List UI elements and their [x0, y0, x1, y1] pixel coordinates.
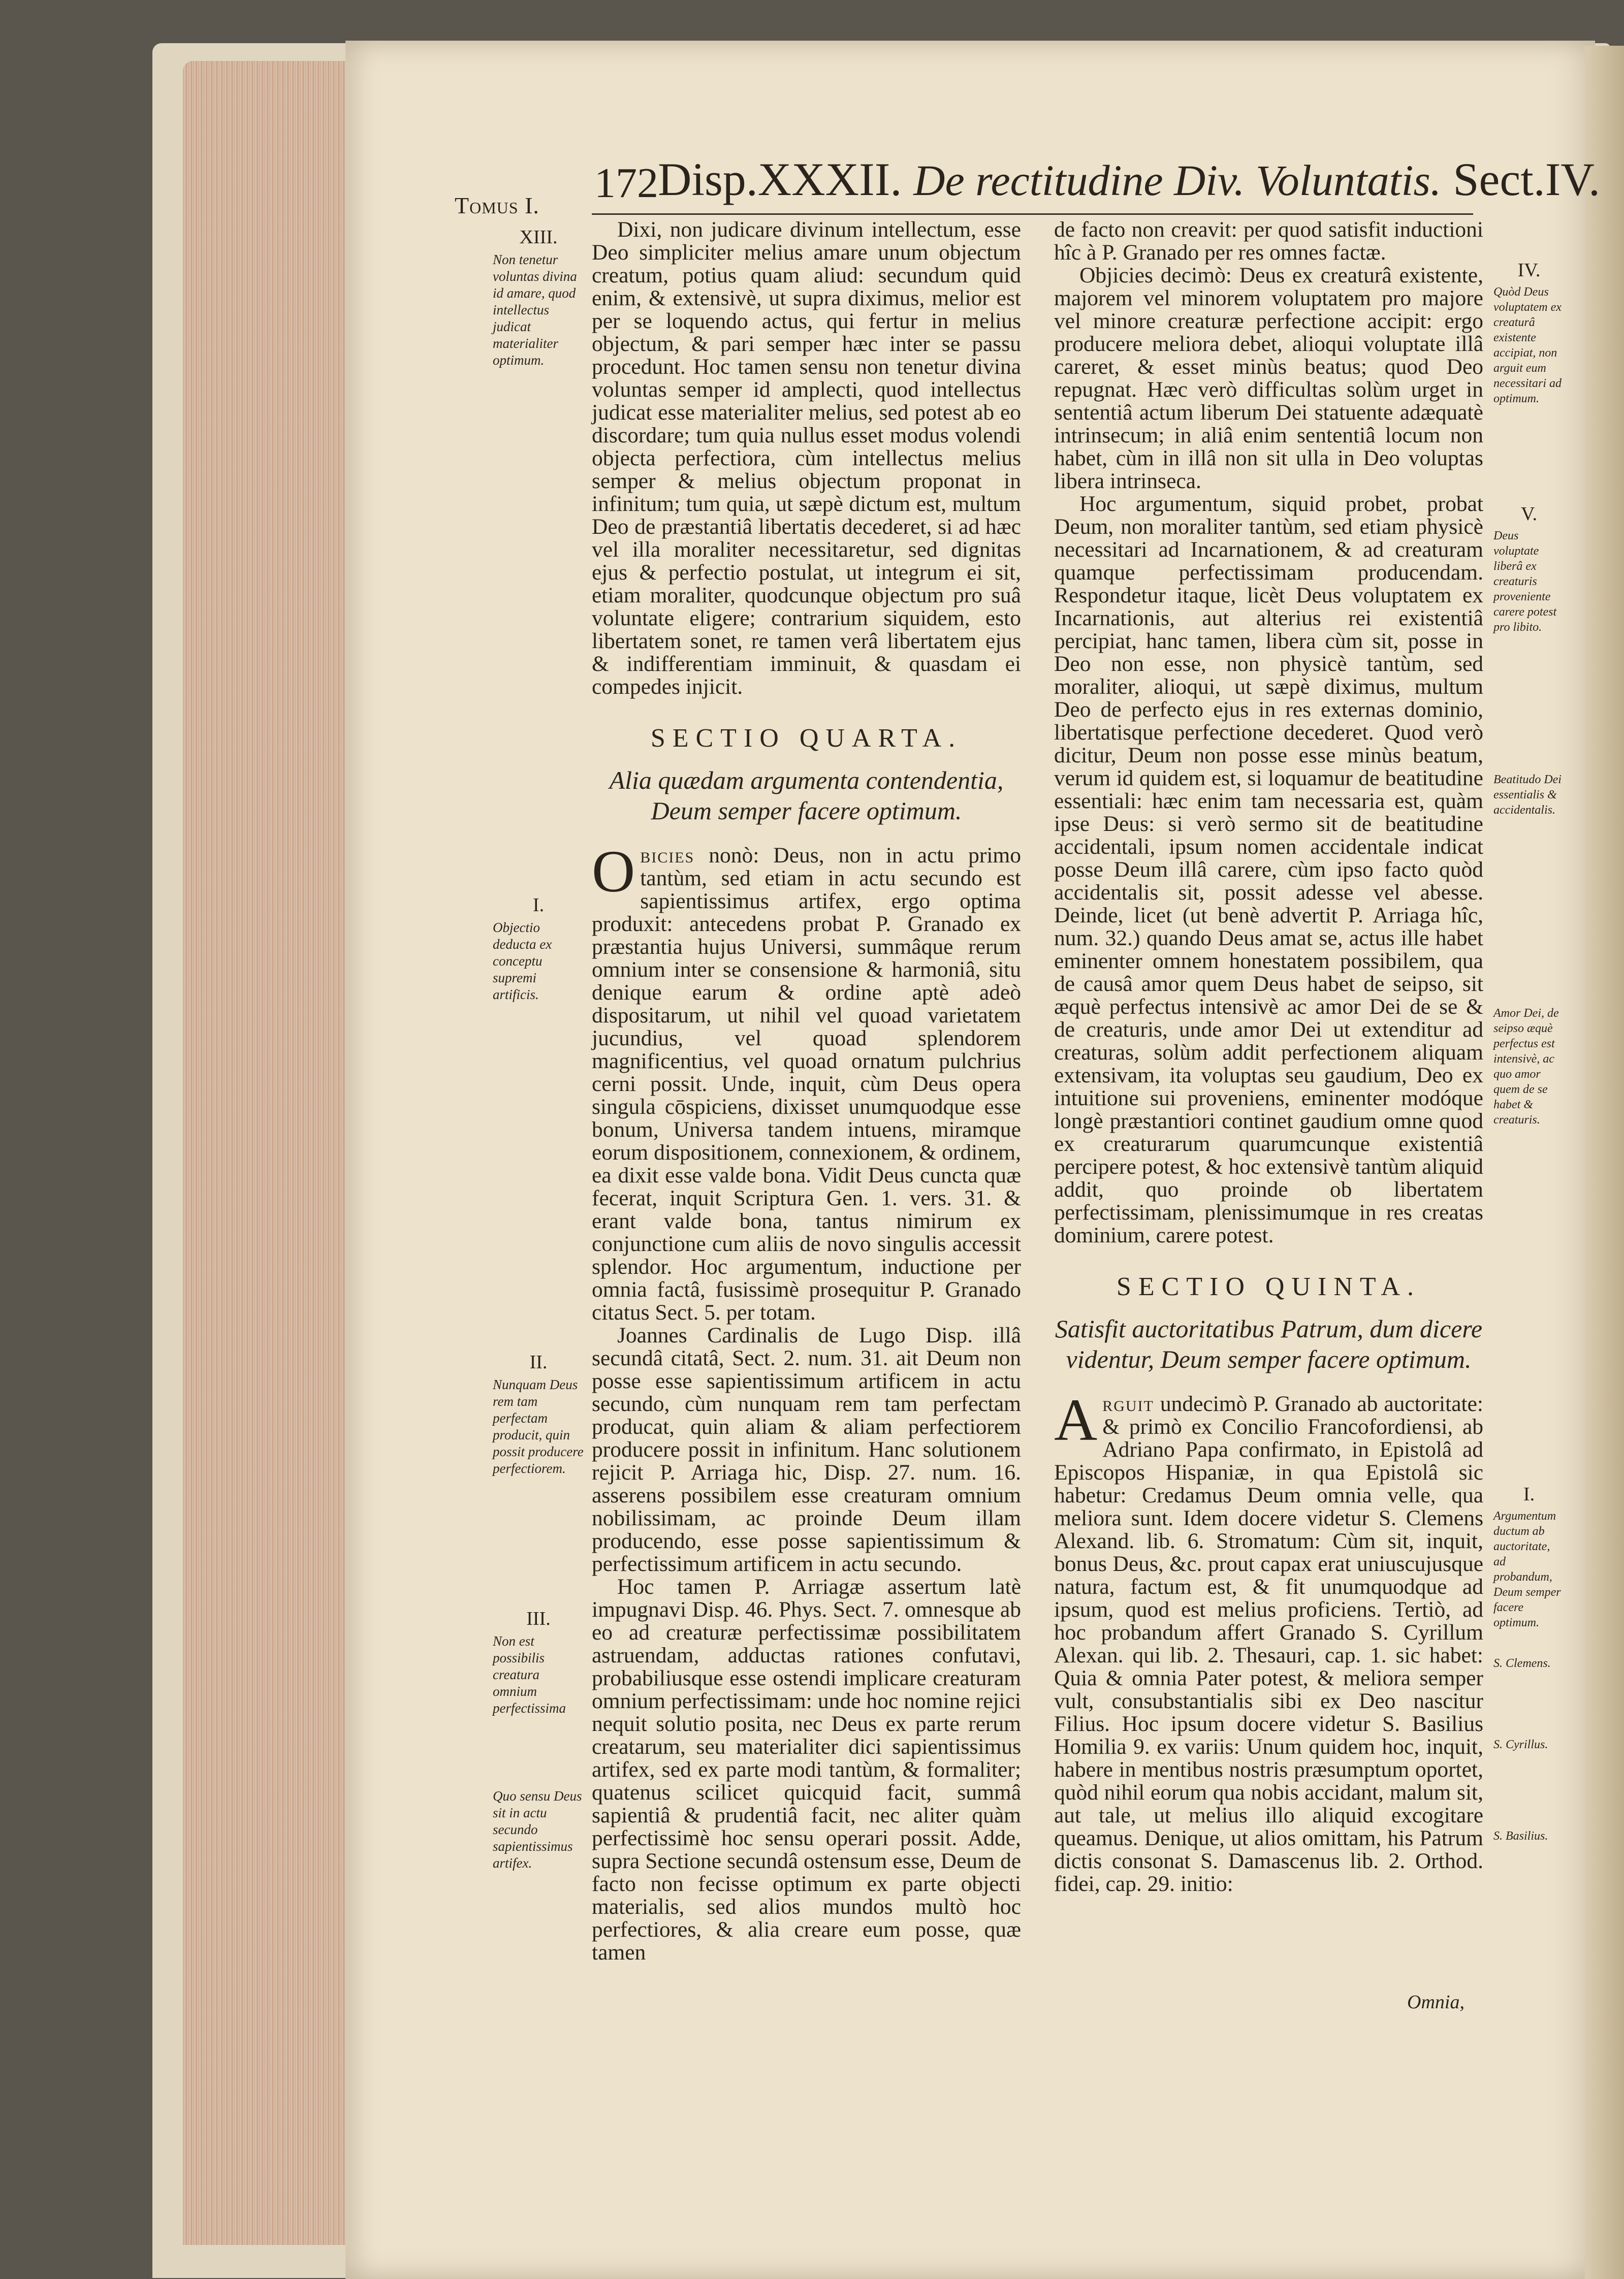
- margin-text: S. Cyrillus.: [1493, 1738, 1548, 1751]
- margin-number: III.: [526, 1608, 551, 1629]
- margin-text: Quo sensu Deus sit in actu secundo sapientissimus artifex.: [493, 1788, 582, 1871]
- margin-text: Quòd Deus voluptatem ex creaturâ existente accipiat, non arguit eum necessitari ad optimum.: [1493, 285, 1562, 405]
- paragraph: Hoc argumentum, siquid probet, probat Deum, non moraliter tantùm, sed etiam physicè necessitari ad Incarnationem, & ad creaturam quamque perfectissimam producendam. Respondetur itaque, licèt Deus voluptatem ex Incarnationis, aut alterius rei existentiâ percipiat, hanc tamen, libera cùm sit, posse in Deo non esse, non physicè tantùm, sed moraliter, alioqui, ut sæpè diximus, multum Deo de perfecto ejus in res externas dominio, libertatisque perfectione decederet. Quod verò dicitur, Deum non posse esse minùs beatum, verum id quidem est, si loquamur de beatitudine essentiali: hæc enim tam necessaria est, quàm ipse Deus: si verò sermo sit de beatitudine accidentali, ipsum nomen accidentale indicat posse Deum illâ carere, cùm ipso facto quòd accidentalis sit, possit adesse vel abesse. Deinde, licet (ut benè advertit P. Arriaga hîc, num. 32.) quando Deus amat se, actus ille habet eminenter omnem honestatem possibilem, qua de causâ amor quem Deus habet de seipso, sit æquè perfectus intensivè ac amor Dei de se & de creaturis, unde amor Dei ut extenditur ad creaturas, solùm addit perfectionem aliquam extensivam, ita voluptas seu gaudium, Deo ex intuitione sui proveniens, eminenter modóque longè præstantiori continet gaudium omne quod ex creaturarum quarumcunque existentiâ percipere potest, & hoc extensivè tantùm aliquid addit, quo proinde ob libertatem perfectissimam, plenissimumque in res creatas dominium, carere potest.: [1054, 492, 1483, 1247]
- margin-text: Beatitudo Dei essentialis & accidentalis.: [1493, 773, 1562, 817]
- margin-text: S. Clemens.: [1493, 1657, 1551, 1670]
- volume-label: Tomus I.: [455, 192, 539, 218]
- right-column: [1054, 218, 1483, 1896]
- margin-text: Nunquam Deus rem tam perfectam producit, quin possit producere perfectiorem.: [493, 1377, 584, 1476]
- margin-note: [493, 1608, 584, 1717]
- section-title: SECTIO QUINTA.: [1116, 1272, 1421, 1301]
- paragraph: Joannes Cardinalis de Lugo Disp. illâ secundâ citatâ, Sect. 2. num. 31. ait Deum non posse esse sapientissimum artificem in actu secundo, cùm nunquam rem tam perfectam producat, quin aliam & aliam perfectiorem producere possit in infinitum. Hanc solutionem rejicit P. Arriaga hic, Disp. 27. num. 16. asserens possibilem esse creaturam omnium nobilissimam, ac proinde Deum illam producendo, esse posse sapientissimum & perfectissimum artificem in actu secundo.: [592, 1323, 1021, 1576]
- paragraph: Dixi, non judicare divinum intellectum, esse Deo simpliciter melius amare unum objectum creatum, potius quam aliud: secundum quid enim, & extensivè, ut supra diximus, melior est per se loquendo actus, qui fertur in melius objectum, & pari semper hæc inter se passu procedunt. Hoc tamen sensu non tenetur divina voluntas semper id amplecti, quod intellectus judicat esse materialiter melius, sed potest ab eo discordare; tum quia nullus esset modus volendi objecta perfectiora, cùm intellectus melius semper & melius objectum proponat in infinitum; tum quia, ut sæpè dictum est, multum Deo de præstantiâ libertatis decederet, si ad hæc vel illa moraliter necessitaretur, sed dignitas ejus & perfectio postulat, ut integrum ei sit, etiam moraliter, quodcunque objectum pro suâ voluntate eligere; contrarium siquidem, esto libertatem sonet, re tamen verâ libertatem ejus & indifferentiam imminuit, & quasdam ei compedes injicit.: [592, 217, 1021, 699]
- margin-text: Non est possibilis creatura omnium perfectissima: [493, 1633, 566, 1716]
- lead-word: bicies: [640, 843, 695, 868]
- lead-word: rguit: [1102, 1392, 1154, 1416]
- margin-note: [1493, 259, 1565, 406]
- paragraph: Hoc tamen P. Arriagæ assertum latè impugnavi Disp. 46. Phys. Sect. 7. omnesque ab eo ad creaturæ perfectissimæ possibilitatem astruendam, adductas rationes confutavi, probabiliusque esse ostendi implicare creaturam omnium perfectissimam: unde hoc nomine rejici nequit solutio posita, nec Deus ex parte rerum creatarum, seu materialiter dici sapientissimus artifex, sed ex parte modi tantùm, & formaliter; quatenus scilicet quicquid facit, summâ sapientiâ & prudentiâ facit, nec aliter quàm perfectissimè hoc sensu operari possit. Adde, supra Sectione secundâ ostensum esse, Deum de facto non fecisse optimum ex parte objecti materialis, sed alios mundos multò hoc perfectiores, & alia creare eum posse, quæ tamen: [592, 1575, 1021, 1965]
- section-subtitle: Satisfit auctoritatibus Patrum, dum dicere videntur, Deum semper facere optimum.: [1055, 1314, 1483, 1373]
- margin-text: Objectio deducta ex conceptu supremi artificis.: [493, 920, 552, 1002]
- page-edges: [183, 61, 351, 2245]
- margin-note: [493, 1788, 584, 1872]
- facing-page-edge: [1585, 46, 1624, 2279]
- catchword: Omnia,: [1407, 1992, 1464, 2013]
- running-title: [658, 152, 1600, 206]
- drop-cap: A: [1054, 1387, 1098, 1453]
- page-number: 172: [594, 159, 658, 207]
- margin-note: [493, 1351, 584, 1477]
- margin-text: S. Basilius.: [1493, 1829, 1548, 1843]
- margin-number: XIII.: [519, 227, 558, 248]
- margin-note: [1493, 1737, 1565, 1752]
- paragraph: [1054, 1387, 1483, 1896]
- section-title: SECTIO QUARTA.: [650, 724, 963, 753]
- paragraph: Objicies decimò: Deus ex creaturâ existente, majorem vel minorem voluptatem pro majore vel minore creaturæ perfectione accipit: ergo producere meliora debet, alioqui voluptate illâ careret, & esset minùs beatus; quod Deo repugnat. Hæc verò difficultas solùm urget in sententiâ actum liberum Dei statuente adæquatè intrinsecum; in aliâ enim sententiâ locum non habet, cùm in illâ non sit ulla in Deo voluptas libera intrinseca.: [1054, 263, 1483, 493]
- margin-number: IV.: [1517, 260, 1541, 281]
- margin-note: [1493, 1483, 1565, 1630]
- running-header: [0, 152, 1624, 223]
- running-title-italic: De rectitudine Div. Voluntatis.: [913, 156, 1442, 205]
- paragraph: [592, 838, 1021, 1325]
- header-rule: [592, 213, 1473, 215]
- margin-note: [1493, 1656, 1565, 1671]
- paragraph: de facto non creavit: per quod satisfit inductioni hîc à P. Granado per res omnes factæ.: [1054, 217, 1483, 265]
- margin-note: [493, 226, 584, 369]
- margin-text: Amor Dei, de seipso æquè perfectus est intensivè, ac quo amor quem de se habet & creaturis.: [1493, 1007, 1559, 1127]
- margin-note: [1493, 503, 1565, 635]
- paragraph-text: nonò: Deus, non in actu primo tantùm, sed etiam in actu secundo est sapientissimus artifex, ergo optima produxit: antecedens probat P. Granado ex præstantia hujus Universi, summâque rerum omnium inter se consensione & harmoniâ, situ denique earum & ordine aptè adeò dispositarum, ut nihil vel quoad varietatem jucundius, vel quoad splendorem magnificentius, vel quoad ornatum pulchrius cerni possit. Unde, inquit, cùm Deus opera singula cōspiciens, dixisset unumquodque esse bonum, Universa tandem intuens, miramque eorum dispositionem, connexionem, & ordinem, ea dixit esse valde bona. Vidit Deus cuncta quæ fecerat, inquit Scriptura Gen. 1. vers. 31. & erant valde bona, tantus nimirum ex conjunctione cum aliis de novo singulis accessit splendor. Hoc argumentum, inductione per omnia factâ, fusissimè prosequitur P. Granado citatus Sect. 5. per totam.: [592, 843, 1021, 1325]
- paragraph-text: undecimò P. Granado ab auctoritate: & primò ex Concilio Francofordiensi, ab Adriano Papa confirmato, in Epistolâ ad Episcopos Hispaniæ, in qua Epistolâ sic habetur: Credamus Deum omnia velle, qua meliora sunt. Idem docere videtur S. Clemens Alexand. lib. 6. Stromatum: Cùm sit, inquit, bonus Deus, &c. prout capax erat uniuscujusque natura, factum est, & fit unumquodque ad ipsum, quod est melius proficiens. Tertiò, ad hoc probandum affert Granado S. Cyrillum Alexan. qui lib. 2. Thesauri, cap. 1. sic habet: Quia & omnia Pater potest, & meliora semper vult, consubstantialis sibi ex Deo nascitur Filius. Hoc ipsum docere videtur S. Basilius Homilia 9. ex variis: Unum quidem hoc, inquit, habere in mentibus nostris præsumptum oportet, quòd nihil eorum qua nobis accidant, malum sit, aut tale, ut melius illo aliquid excogitare queamus. Denique, ut alios omittam, his Patrum dictis consonat S. Damascenus lib. 2. Orthod. fidei, cap. 29. initio:: [1054, 1392, 1483, 1896]
- margin-text: Deus voluptate liberâ ex creaturis proveniente carere potest pro libito.: [1493, 529, 1557, 634]
- section-label: Sect.IV.: [1453, 153, 1601, 205]
- section-subtitle: Alia quædam argumenta contendentia, Deum semper facere optimum.: [609, 766, 1004, 825]
- margin-number: I.: [1523, 1484, 1535, 1505]
- margin-note: [493, 894, 584, 1003]
- margin-note: [1493, 772, 1565, 818]
- margin-number: V.: [1520, 503, 1538, 525]
- margin-number: II.: [529, 1352, 548, 1373]
- margin-note: [1493, 1006, 1565, 1128]
- disputation-label: Disp.XXXII.: [658, 153, 902, 205]
- margin-number: I.: [532, 894, 545, 916]
- drop-cap: O: [592, 838, 635, 905]
- margin-note: [1493, 1828, 1565, 1844]
- margin-text: Non tenetur voluntas divina id amare, quod intellectus judicat materialiter optimum.: [493, 252, 577, 368]
- left-column: [592, 218, 1021, 1964]
- margin-text: Argumentum ductum ab auctoritate, ad probandum, Deum semper facere optimum.: [1493, 1510, 1561, 1629]
